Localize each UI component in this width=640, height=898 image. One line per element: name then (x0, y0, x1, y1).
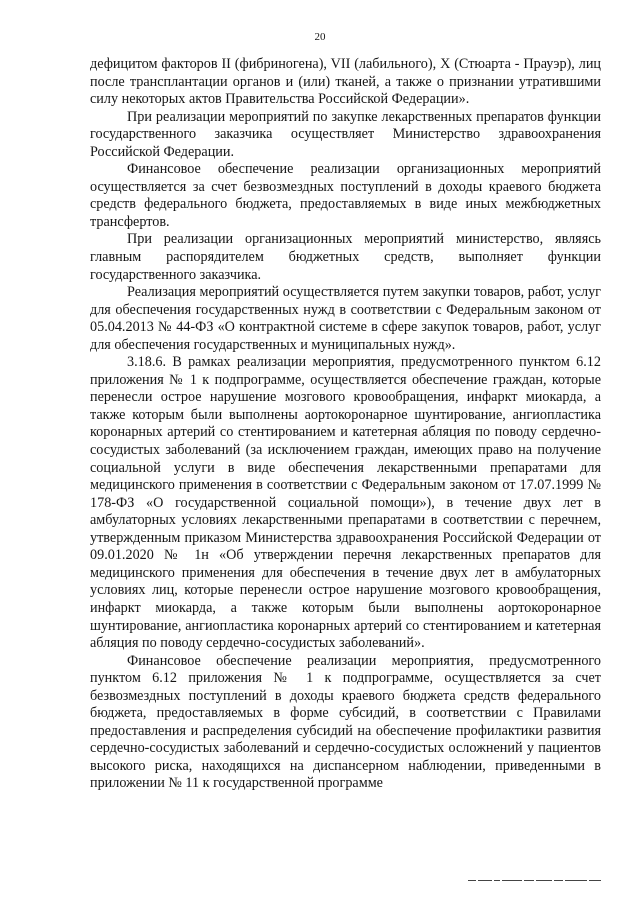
paragraph-section-3-18-6: 3.18.6. В рамках реализации мероприятия, предусмотренного пунктом 6.12 приложения № 1 к подпрограмме, осуществляется обеспечение граждан, которые перенесли острое нарушение мозгового кровообращения, инфаркт миокарда, а также которым были выполнены аортокоронарное шунтирование, ангиопластика коронарных артерий со стентированием и катетерная абляция по поводу сердечно-сосудистых заболеваний (за исключением граждан, имеющих право на получение социальной услуги в виде обеспечения лекарственными препаратами для медицинского применения в соответствии с Федеральным законом от 17.07.1999 № 178-ФЗ «О государственной социальной помощи»), в течение двух лет в амбулаторных условиях лекарственными препаратами в соответствии с перечнем, утвержденным приказом Министерства здравоохранения Российской Федерации от 09.01.2020 № 1н «Об утверждении перечня лекарственных препаратов для медицинского применения для обеспечения в течение двух лет в амбулаторных условиях лиц, которые перенесли острое нарушение мозгового кровообращения, инфаркт миокарда, а также которым были выполнены аортокоронарное шунтирование, ангиопластика коронарных артерий со стентированием и катетерная абляция по поводу сердечно-сосудистых заболеваний». (90, 354, 601, 652)
scan-edge-marks (468, 880, 603, 896)
paragraph-financing-organizational: Финансовое обеспечение реализации организационных мероприятий осуществляется за счет безвозмездных поступлений в доходы краевого бюджета средств федерального бюджета, предоставляемых в виде иных межбюджетных трансфертов. (90, 161, 601, 230)
page-number: 20 (314, 31, 326, 43)
paragraph-continuation: дефицитом факторов II (фибриногена), VII (лабильного), X (Стюарта - Прауэр), лиц после трансплантации органов и (или) тканей, а также о признании утратившими силу некоторых актов Правительства Российской Федерации». (90, 56, 601, 108)
document-body (90, 56, 601, 793)
paragraph-state-customer: При реализации мероприятий по закупке лекарственных препаратов функции государственного заказчика осуществляет Министерство здравоохранения Российской Федерации. (90, 108, 601, 160)
paragraph-procurement: Реализация мероприятий осуществляется путем закупки товаров, работ, услуг для обеспечения государственных нужд в соответствии с Федеральным законом от 05.04.2013 № 44-ФЗ «О контрактной системе в сфере закупок товаров, работ, услуг для обеспечения государственных и муниципальных нужд». (90, 284, 601, 353)
paragraph-financing-measure: Финансовое обеспечение реализации мероприятия, предусмотренного пунктом 6.12 приложения № 1 к подпрограмме, осуществляется за счет безвозмездных поступлений в доходы краевого бюджета средств федерального бюджета, предоставляемых в форме субсидий, в соответствии с Правилами предоставления и распределения субсидий на обеспечение профилактики развития сердечно-сосудистых заболеваний и сердечно-сосудистых осложнений у пациентов высокого риска, находящихся на диспансерном наблюдении, приведенными в приложении № 11 к государственной программе (90, 652, 601, 792)
paragraph-ministry-role: При реализации организационных мероприятий министерство, являясь главным распорядителем бюджетных средств, выполняет функции государственного заказчика. (90, 231, 601, 283)
